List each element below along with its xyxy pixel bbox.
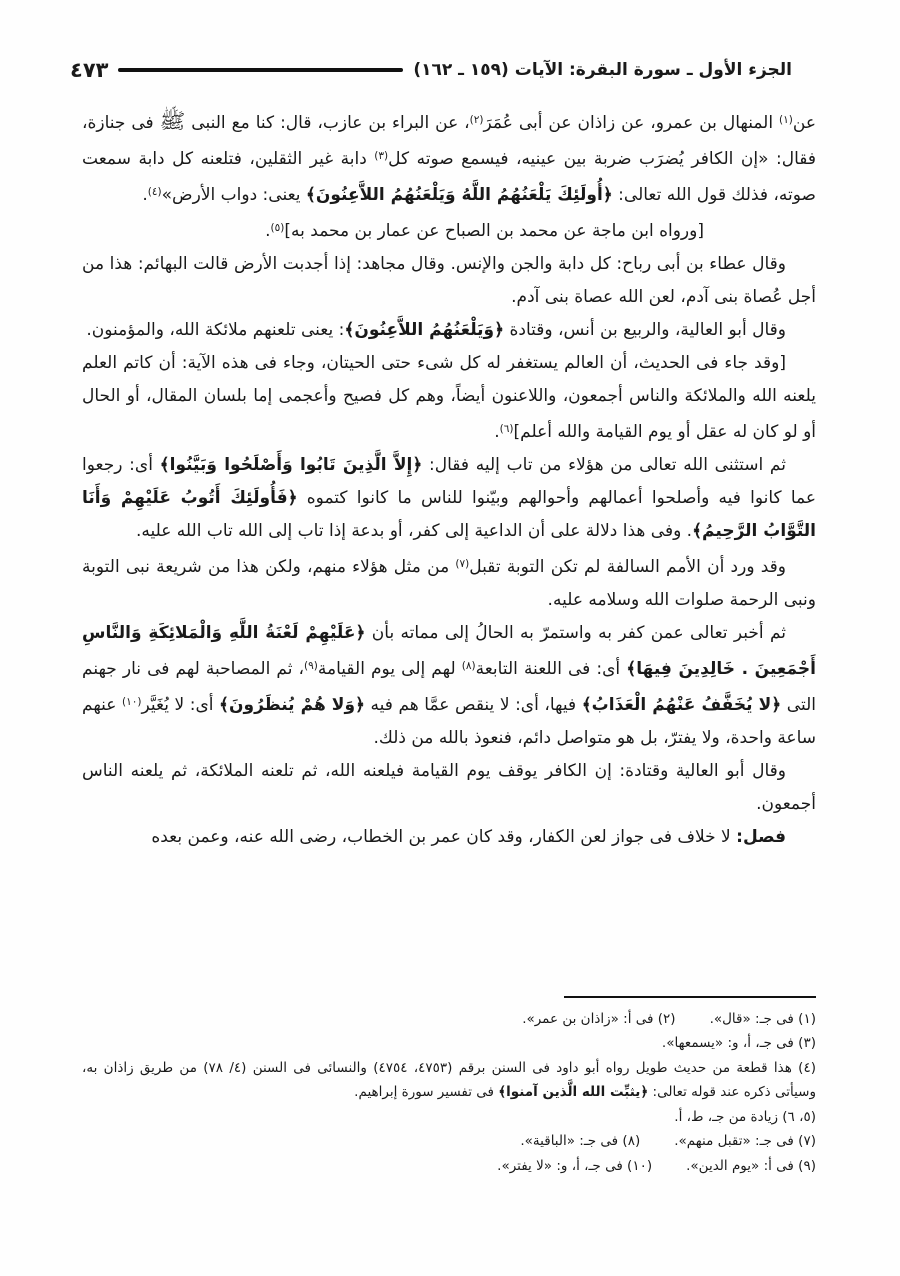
quran-verse: ﴿يثبِّت الله الَّذين آمنوا﴾ — [498, 1084, 649, 1100]
footnote-marker: (١) — [779, 114, 793, 126]
footnote-row — [82, 1154, 816, 1179]
footnote — [522, 1007, 675, 1032]
text-run: وقال أبو العالية وقتادة: إن الكافر يوقف يوم القيامة فيلعنه الله، ثم تلعنه الملائكة، ثم يلعنه الناس أجمعون. — [82, 761, 816, 814]
paragraph — [82, 248, 816, 314]
header-rule — [118, 68, 403, 72]
text-run: وقال أبو العالية، والربيع بن أنس، وقتادة — [504, 320, 786, 340]
text-run: (٣) فى جـ، أ، و: «يسمعها». — [661, 1035, 816, 1051]
footnote-marker: (٣) — [374, 150, 389, 162]
text-run: ثم استثنى الله تعالى من هؤلاء من تاب إليه فقال: — [422, 455, 786, 475]
body-text — [82, 104, 816, 992]
page-header — [70, 58, 792, 82]
text-run: ، عن البراء بن عازب، قال: كنا مع النبى — [185, 113, 470, 133]
footnote-separator — [564, 996, 816, 998]
footnote-marker: (٥) — [270, 222, 285, 234]
footnote — [662, 1031, 816, 1056]
footnote-marker: (٦) — [499, 423, 514, 435]
text-run: المنهال بن عمرو، عن زاذان عن أبى عُمَرَ — [483, 113, 780, 133]
text-run: . وفى هذا دلالة على أن الداعية إلى كفر، أو بدعة إذا تاب إلى الله تاب الله عليه. — [135, 521, 693, 541]
section-heading: فصل: — [736, 827, 786, 847]
footnote-marker: (٨) — [461, 660, 476, 672]
paragraph — [82, 548, 816, 617]
page-number: ٤٧٣ — [70, 58, 109, 82]
text-run: يعنى: دواب الأرض» — [161, 185, 306, 205]
footnote — [686, 1154, 816, 1179]
footnote-row — [82, 1129, 816, 1154]
quran-verse: ﴿لا يُخَفَّفُ عَنْهُمُ الْعَذَابُ﴾ — [581, 695, 782, 715]
text-run: أى: لا يُغَيَّر — [141, 695, 220, 715]
footnote-row — [82, 1007, 816, 1032]
paragraph — [82, 617, 816, 755]
text-run: لا خلاف فى جواز لعن الكفار، وقد كان عمر بن الخطاب، رضى الله عنه، وعمن بعده — [151, 827, 737, 847]
text-run: (٥، ٦) زيادة من جـ، ط، أ. — [674, 1108, 816, 1125]
footnote-row — [82, 1105, 816, 1130]
paragraph — [82, 755, 816, 821]
header-title: الجزء الأول ـ سورة البقرة: الآيات (١٥٩ ـ ١٦٢) — [413, 60, 792, 80]
text-run: ، ثم المصاحبة لهم فى نار جهنم التى — [82, 659, 816, 715]
text-run: فيها، أى: لا ينقص عمَّا هم فيه — [364, 695, 582, 715]
paragraph — [82, 449, 816, 548]
text-run: (١٠) فى جـ، أ، و: «لا يفتر». — [497, 1157, 653, 1174]
text-run: وقال عطاء بن أبى رباح: كل دابة والجن والإنس. وقال مجاهد: إذا أجدبت الأرض قالت البهائم: هذا من أجل عُصاة بنى آدم، لعن الله عصاة بنى آدم. — [82, 254, 816, 307]
footnote — [710, 1007, 816, 1032]
quran-verse: ﴿فَأُولَئِكَ أَتُوبُ عَلَيْهِمْ وَأَنَا التَّوَّابُ الرَّحِيمُ﴾ — [82, 488, 816, 541]
salawat-symbol: ﷺ — [159, 109, 186, 134]
text-run: (٩) فى أ: «يوم الدين». — [686, 1157, 816, 1174]
quran-verse: ﴿إِلاَّ الَّذِينَ تَابُوا وَأَصْلَحُوا وَبَيَّنُوا﴾ — [159, 455, 423, 475]
text-run: (٧) فى جـ: «تقبل منهم». — [674, 1133, 816, 1149]
text-run: أى: رجعوا عما كانوا فيه وأصلحوا أعمالهم وأحوالهم وبيّنوا للناس ما كانوا كتموه — [82, 455, 816, 508]
text-run: دابة غير الثقلين، فتلعنه كل دابة سمعت صوته، فذلك قول الله تعالى: — [82, 149, 816, 205]
footnote-row — [82, 1031, 816, 1056]
paragraph — [82, 347, 816, 449]
text-run: . — [265, 221, 271, 241]
text-run: عنهم ساعة واحدة، ولا يفترّ، بل هو متواصل دائم، فنعوذ بالله من ذلك. — [82, 695, 816, 748]
text-run: فى جنازة، فقال: «إن الكافر يُضرَب ضربة بين عينيه، فيسمع صوته كل — [82, 113, 816, 169]
paragraph — [82, 212, 816, 248]
footnote-block — [82, 996, 816, 1178]
footnote — [497, 1154, 652, 1179]
footnote-marker: (٩) — [304, 660, 318, 672]
footnote-row — [82, 1056, 816, 1105]
paragraph — [82, 821, 816, 854]
text-run: . — [142, 185, 148, 205]
footnote — [674, 1105, 816, 1130]
footnote-marker: (٤) — [147, 186, 162, 198]
footnote — [82, 1060, 816, 1101]
text-run: . — [494, 422, 500, 442]
text-run: وقد ورد أن الأمم السالفة لم تكن التوبة تقبل — [469, 557, 787, 577]
text-run: عن — [792, 113, 816, 133]
quran-verse: ﴿وَلا هُمْ يُنظَرُونَ﴾ — [219, 695, 365, 715]
paragraph — [82, 314, 816, 347]
paragraph — [82, 104, 816, 212]
footnote — [674, 1129, 816, 1154]
text-run: ثم أخبر تعالى عمن كفر به واستمرّ به الحالُ إلى مماته بأن — [365, 623, 787, 643]
text-run: فى تفسير سورة إبراهيم. — [354, 1084, 499, 1100]
text-run: : يعنى تلعنهم ملائكة الله، والمؤمنون. — [86, 320, 345, 340]
text-run: من مثل هؤلاء منهم، ولكن هذا من شريعة نبى التوبة ونبى الرحمة صلوات الله وسلامه عليه. — [82, 557, 816, 610]
footnotes-list — [82, 1007, 816, 1179]
quran-verse: ﴿عَلَيْهِمْ لَعْنَةُ اللَّهِ وَالْمَلائِكَةِ وَالنَّاسِ أَجْمَعِينَ . خَالِدِينَ فِيهَا﴾ — [82, 623, 816, 679]
text-run: (٤) هذا قطعة من حديث طويل رواه أبو داود فى السنن برقم (٤٧٥٣، ٤٧٥٤) والنسائى فى السنن (٤/ ٧٨) من طريق زاذان به، وسيأتى ذكره عند قوله تعالى: — [82, 1059, 816, 1100]
text-run: (٨) فى جـ: «الباقية». — [520, 1133, 641, 1149]
footnote — [520, 1129, 640, 1154]
text-run: لهم إلى يوم القيامة — [317, 659, 462, 679]
quran-verse: ﴿وَيَلْعَنُهُمُ اللاَّعِنُونَ﴾ — [344, 320, 505, 340]
quran-verse: ﴿أُولَئِكَ يَلْعَنُهُمُ اللَّهُ وَيَلْعَنُهُمُ اللاَّعِنُونَ﴾ — [305, 185, 613, 205]
text-run: (١) فى جـ: «قال». — [709, 1010, 816, 1027]
text-run: (٢) فى أ: «زاذان بن عمر». — [522, 1010, 676, 1027]
footnote-marker: (٧) — [455, 558, 470, 570]
footnote-marker: (٢) — [469, 114, 484, 126]
footnote-marker: (١٠) — [121, 696, 142, 708]
text-run: أى: فى اللعنة التابعة — [475, 659, 627, 679]
text-run: [وقد جاء فى الحديث، أن العالم يستغفر له كل شىء حتى الحيتان، وجاء فى هذه الآية: أن كاتم العلم يلعنه الله والملائكة والناس أجمعون، واللاعنون أيضاً، وهم كل فصيح وأعجمى إما بلسان المقال، أو الحال أو لو كان له عقل أو يوم القيامة والله أعلم] — [82, 353, 816, 442]
text-run: [ورواه ابن ماجة عن محمد بن الصباح عن عمار بن محمد به] — [284, 221, 704, 241]
